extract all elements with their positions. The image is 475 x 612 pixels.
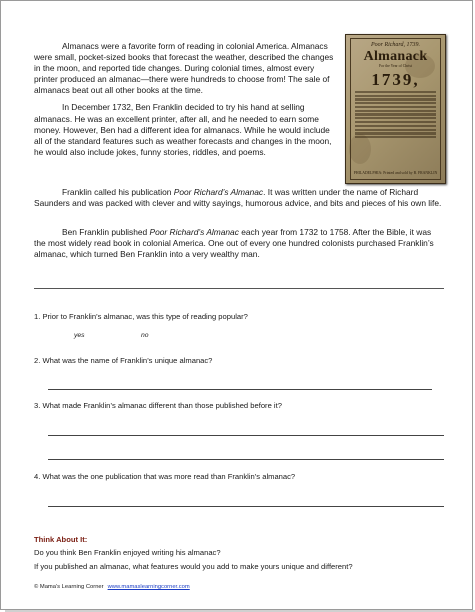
paragraph-1: Almanacs were a favorite form of reading in colonial America. Almanacs were small, pocket-sized books that forecast the weather, described the changes in the moon, and reported tide changes. During colonial times, almost every printer produced an almanac—there were hundreds to choose from! The sale of almanacs beat out all other books at the time. — [34, 41, 334, 96]
cover-body-text — [355, 91, 436, 139]
answer-line-3b[interactable] — [48, 459, 444, 460]
question-4: 4. What was the one publication that was more read than Franklin’s almanac? — [34, 472, 296, 481]
think-question-1: Do you think Ben Franklin enjoyed writing his almanac? — [34, 548, 221, 557]
paragraph-3-text-a: Franklin called his publication — [62, 187, 174, 197]
cover-subtitle: For the Year of Christ — [378, 64, 412, 68]
reading-passage — [34, 41, 339, 164]
footer — [34, 584, 190, 590]
think-about-it-heading: Think About It: — [34, 535, 88, 544]
cover-title: Almanack — [363, 49, 428, 64]
answer-line-2[interactable] — [48, 389, 432, 390]
paragraph-4-text-b: each year from 1732 to 1758. After the Bible, it was the most widely read book in colonial America. One out of every one hundred colonists purchased Franklin’s almanac, which turned Ben Franklin into a very wealthy man. — [34, 227, 434, 260]
think-question-2: If you published an almanac, what features would you add to make yours unique and different? — [34, 562, 353, 571]
answer-option-no[interactable]: no — [141, 332, 149, 339]
answer-line-4[interactable] — [48, 506, 444, 507]
cover-imprint: PHILADELPHIA: Printed and sold by B. FRANKLIN — [353, 171, 438, 176]
paragraph-3-text-b: . It was written under the name of Richard Saunders and was packed with clever and witty sayings, humorous advice, and bits and pieces of his own life. — [34, 187, 442, 209]
section-divider — [34, 288, 444, 289]
almanac-title-ref: Poor Richard’s Almanac — [173, 187, 264, 197]
almanac-title-ref-2: Poor Richard’s Almanac — [149, 227, 239, 237]
cover-top-line: Poor Richard, 1739. — [370, 42, 421, 48]
paragraph-4 — [34, 227, 444, 260]
question-1: 1. Prior to Franklin’s almanac, was this type of reading popular? — [34, 312, 248, 321]
paragraph-4-text-a: Ben Franklin published — [62, 227, 150, 237]
question-2: 2. What was the name of Franklin’s unique almanac? — [34, 356, 213, 365]
copyright-text: © Mama’s Learning Corner — [34, 584, 104, 590]
question-3: 3. What made Franklin’s almanac different than those published before it? — [34, 401, 282, 410]
almanac-cover-image — [345, 34, 446, 184]
cover-year: 1739, — [371, 69, 420, 89]
answer-option-yes[interactable]: yes — [74, 332, 85, 339]
paragraph-3 — [34, 187, 444, 209]
paragraph-2: In December 1732, Ben Franklin decided to try his hand at selling almanacs. He was an excellent printer, after all, and he needed to earn some money. However, Ben had a different idea for almanacs. While he would include all of the standard features such as weather forecasts and changes in the moon, he would also include jokes, funny stories, riddles, and poems. — [34, 102, 332, 157]
website-link[interactable]: www.mamaslearningcorner.com — [107, 584, 190, 590]
answer-line-3a[interactable] — [48, 435, 444, 436]
